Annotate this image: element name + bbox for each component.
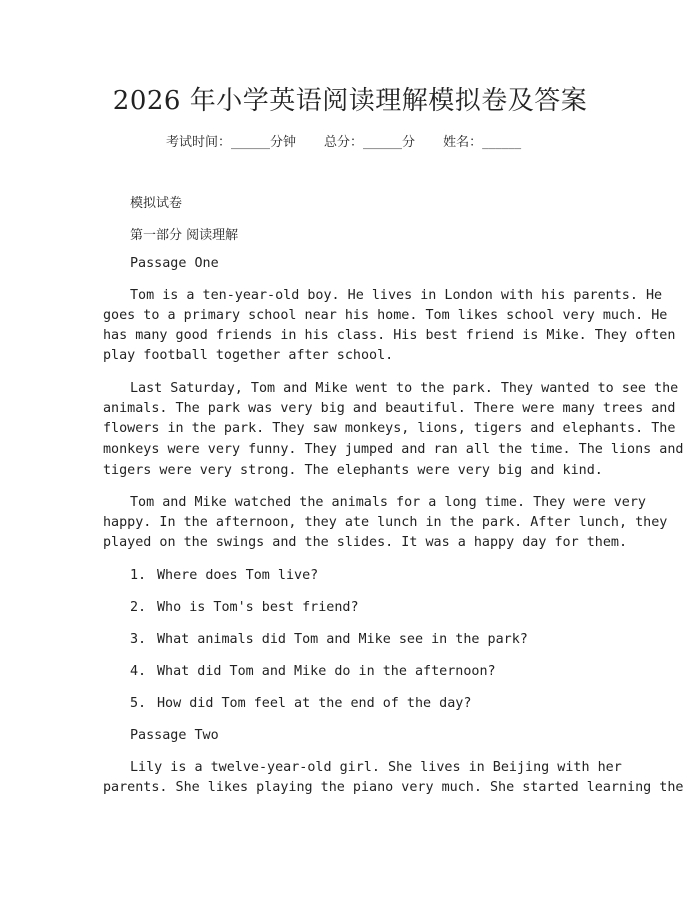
part-title: 第一部分 阅读理解: [130, 228, 239, 243]
name-blank: ______: [482, 135, 522, 150]
paragraph-line: monkeys were very funny. They jumped and ran all the time. The lions and: [103, 442, 684, 457]
question-number: 4.: [130, 664, 147, 679]
exam-info-line: [166, 131, 521, 150]
paragraph-line: Lily is a twelve-year-old girl. She lives in Beijing with her: [130, 760, 622, 775]
passage-one-heading: Passage One: [130, 256, 219, 271]
question-item: [130, 664, 496, 679]
question-number: 3.: [130, 632, 147, 647]
question-item: [130, 600, 359, 615]
paragraph-line: flowers in the park. They saw monkeys, lions, tigers and elephants. The: [103, 421, 676, 436]
question-item: [130, 568, 318, 583]
paragraph-line: goes to a primary school near his home. Tom likes school very much. He: [103, 308, 668, 323]
paragraph-line: play football together after school.: [103, 348, 394, 363]
name-label: 姓名：: [443, 135, 483, 150]
time-label: 考试时间：: [166, 135, 232, 150]
question-item: [130, 632, 528, 647]
paragraph-line: played on the swings and the slides. It was a happy day for them.: [103, 535, 628, 550]
section-title: 模拟试卷: [130, 196, 183, 211]
paragraph-line: Last Saturday, Tom and Mike went to the park. They wanted to see the: [130, 381, 679, 396]
score-label: 总分：: [324, 135, 364, 150]
document-title: 2026 年小学英语阅读理解模拟卷及答案: [112, 86, 588, 116]
question-number: 1.: [130, 568, 147, 583]
time-blank: ______分钟: [231, 135, 297, 150]
paragraph-line: happy. In the afternoon, they ate lunch in the park. After lunch, they: [103, 515, 668, 530]
question-text: What animals did Tom and Mike see in the park?: [157, 632, 528, 647]
question-number: 5.: [130, 696, 147, 711]
paragraph-line: animals. The park was very big and beautiful. There were many trees and: [103, 401, 676, 416]
passage-two-heading: Passage Two: [130, 728, 219, 743]
question-text: What did Tom and Mike do in the afternoon?: [157, 664, 496, 679]
paragraph-line: Tom is a ten-year-old boy. He lives in London with his parents. He: [130, 288, 663, 303]
paragraph-line: has many good friends in his class. His best friend is Mike. They often: [103, 328, 676, 343]
question-text: Where does Tom live?: [157, 568, 319, 583]
question-item: [130, 696, 471, 711]
paragraph-line: Tom and Mike watched the animals for a long time. They were very: [130, 495, 646, 510]
question-number: 2.: [130, 600, 147, 615]
score-blank: ______分: [363, 135, 416, 150]
question-text: Who is Tom's best friend?: [157, 600, 359, 615]
paragraph-line: tigers were very strong. The elephants were very big and kind.: [103, 463, 603, 478]
paragraph-line: parents. She likes playing the piano very much. She started learning the: [103, 780, 684, 795]
question-text: How did Tom feel at the end of the day?: [157, 696, 472, 711]
